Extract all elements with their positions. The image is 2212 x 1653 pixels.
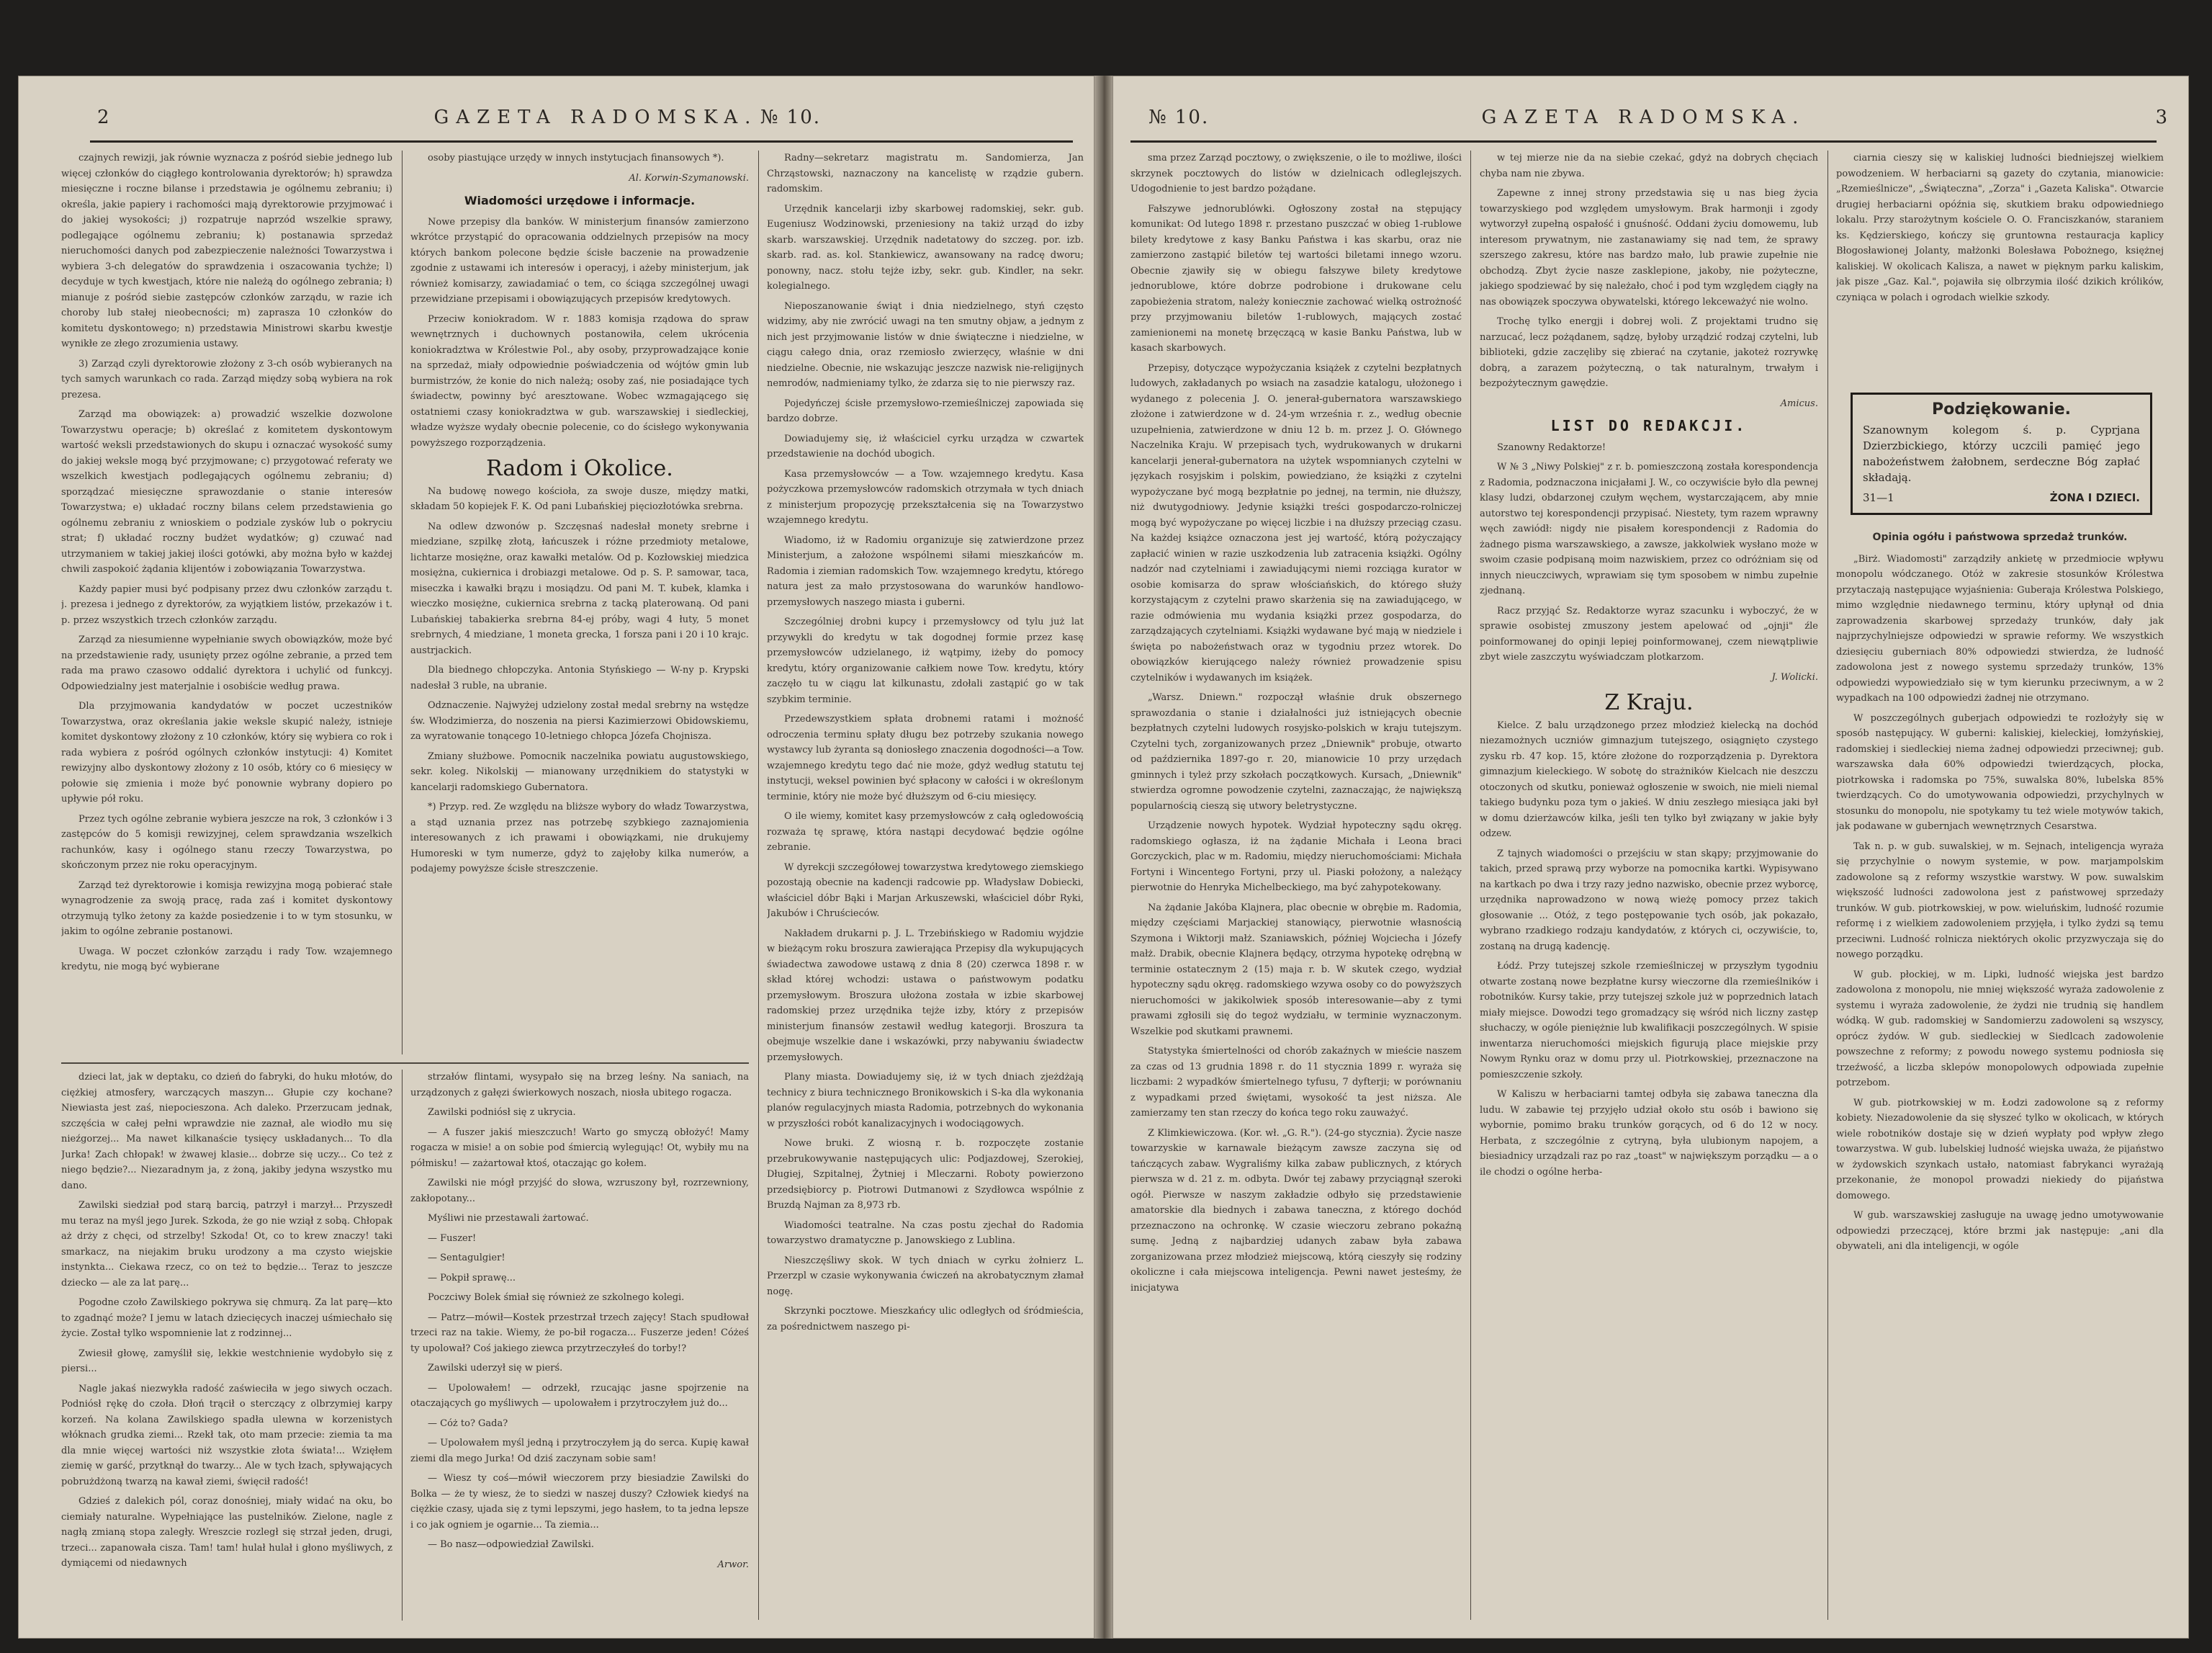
paragraph: Radny—sekretarz magistratu m. Sandomierza, Jan Chrząstowski, naznaczony na kancelistę w rządzie gubern. radomskim. [767,153,1084,194]
paragraph: — Wiesz ty coś—mówił wieczorem przy biesiadzie Zawilski do Bolka — że ty wiesz, że to siedzi w naszej duszy? Człowiek kiedyś na ciężkie czasy, ujada się z tymi lepszymi, jego hasłem, to ta jedna lepsze i co jak ogniem je ogarnie... Ta ziemia... [410,1473,749,1531]
paragraph: „Birż. Wiadomosti" zarządziły ankietę w przedmiocie wpływu monopolu wódczanego. Otóż w zakresie stosunków Królestwa przytaczają następujące wyjaśnienia: Guberaja Królestwa Polskiego, mimo względnie niedawnego terminu, który upłynął od dnia zaprowadzenia skarbowej sprzedaży trunków, dały jak najprzychylniejsze odpowiedzi w sprawie reformy. We wszystkich dziesięciu guberniach 80% odpowiedzi stwierdza, że ludność zadowolona jest z nowego systemu sprzedaży trunków, 13% odpowiedzi wypowiedziało się w tym kierunku przeciwnym, a w 2 wypadkach na 100 odpowiedzi żadnej nie otrzymano. [1836,553,2164,704]
paragraph: Zawilski podniósł się z ukrycia. [428,1107,576,1118]
paragraph: osoby piastujące urzędy w innych instytucjach finansowych *). [428,153,724,163]
left-column-2 [410,151,749,1054]
paragraph: sma przez Zarząd pocztowy, o zwiększenie, o ile to możliwe, ilości skrzynek pocztowych do listów w dzielnicach odleglejszych. Udogodnienie to jest bardzo pożądane. [1130,153,1462,194]
paragraph: Z Klimkiewiczowa. (Kor. wł. „G. R."). (24-go stycznia). Życie nasze towarzyskie w karnawale bieżącym zawsze zaczyna się od tańczących zabaw. Wygraliśmy kilka zabaw publicznych, z których pierwsza w d. 21 z. m. odbyta. Dwór tej zabawy przyciągnął szeroki ogół. Pierwsze w naszym zakładzie odbyło się przedstawienie amatorskie dla biednych i zabawa taneczna, z którego dochód przeznaczono na ochronkę. W czasie wieczoru zebrano pokaźną sumę. Jedną z najbardziej udanych zabaw była zabawa zorganizowana przez młodzież miejscową, którą cieszyły się rodziny okoliczne i cała miejscowa inteligencja. Pewni nawet jesteśmy, że inicjatywa [1130,1127,1462,1294]
paragraph: W poszczególnych guberjach odpowiedzi te rozłożyły się w sposób następujący. W guberni: kaliskiej, kieleckiej, łomżyńskiej, radomskiej i siedleckiej niema żadnej odpowiedzi przeciwnej; gub. warszawska dała 60% odpowiedzi twierdzących, płocka, piotrkowska i radomska po 75%, suwalska 80%, lubelska 85% twierdzących. Co do umotywowania odpowiedzi, przychylnych w stosunku do monopolu, nie spotykamy tu też wiele motywów takich, jak podawane w gubernjach wewnętrznych Cesarstwa. [1836,712,2164,832]
paragraph: Nakładem drukarni p. J. L. Trzebińskiego w Radomiu wyjdzie w bieżącym roku broszura zawierająca Przepisy dla wykupujących świadectwa zawodowe ustawą z dnia 8 (20) czerwca 1898 r. w skład której wchodzi: ustawa o państwowym podatku przemysłowym. Broszura ułożona została w izbie skarbowej radomskiej przez urzędnika tejże izby, który z przepisów ministerjum finansów zestawił według kategorji. Broszura ta obejmuje wszelkie dane i wskazówki, przy nabywaniu świadectw przemysłowych. [767,928,1084,1063]
left-column-divider-2 [758,151,759,1620]
paragraph: Z tajnych wiadomości o przejściu w stan skąpy; przyjmowanie do takich, przed sprawą przy wyborze na pomocnika kartki. Wypisywano na kartkach po dwa i trzy razy jedno nazwisko, obecnie przez wyborcę, urzędnika naprowadzono w nową wieżę pomocy przez takich głosowanie ... Otóż, z tego postępowanie tych osób, jak pokazało, wybrano rzadkiego rodzaju kandydatów, z których ci, oczywiście, to, zostaną na drugą kadencję. [1480,848,1818,952]
paragraph: Gdzieś z dalekich pól, coraz donośniej, miały widać na oku, bo ciemiały naturalne. Wypełniające las pustelników. Zielone, nagle z nagłą zmianą stopa zaległy. Wreszcie rozległ się strzał jeden, drugi, trzeci... zapanowała cisza. Tam! tam! hulał hulał i głono myśliwych, z dymiącemi od niedawnych [61,1496,392,1569]
paragraph: Zawilski uderzył się w pierś. [428,1363,563,1374]
paragraph: Przepisy, dotyczące wypożyczania książek z czytelni bezpłatnych ludowych, zakładanych po wsiach na zasadzie katalogu, ułożonego i wydanego z polecenia J. O. jenerał-gubernatora warszawskiego złożone i zatwierdzone w d. 24-ym września r. z., według obecnie uzupełnienia, zatwierdzone w dniu 12 b. m. przez J. O. Głównego Naczelnika Kraju. W przepisach tych, wydrukowanych w drukarni kancelarji jenerał-gubernatora na użytek wspomnianych czytelni w językach rosyjskim i polskim, powiedziano, że książki z czytelni wypożyczane być mogą bezpłatnie po jednej, na termin, nie dłuższy, niż dwutygodniowy. Jedynie książki treści gospodarczo-rolniczej mogą być wypożyczane po więcej liczbie i na dłuższy przeciąg czasu. Na każdej książce oznaczona jest jej wartość, którą pożyczający zapłacić winien w razie uszkodzenia lub zatracenia książki. Ogólny nadzór nad czytelniami i zawiadującymi niemi rozciąga kurator w osobie komisarza do spraw włościańskich, do którego służy korzystającym z czytelni prawo skarżenia się na zawiadującego, w razie odmówienia mu wydania książki przez gospodarza, do zarządzających czytelniami. Książki wydawane być mają w niedziele i święta po nabożeństwach oraz w tygodniu przez wtorek. Do obowiązków kierującego należy również prowadzenie spisu czytelników i wydawanych im książek. [1130,362,1462,684]
paragraph: Na żądanie Jakóba Klajnera, plac obecnie w obrębie m. Radomia, między częściami Marjackiej stanowiący, pierwotnie własnością Szymona i Wiktorji małż. Szaniawskich, później Wojciecha i Józefy małż. Drabik, obecnie Klajnera będący, otrzyma hypotekę odrębną w terminie ostatecznym 2 (15) maja r. b. W skutek czego, wydział hypoteczny sądu okręg. radomskiego wzywa osoby co do powyższych nieruchomości w jakikolwiek sposób interesowanie—aby z tymi prawami zgłosili się do tegoż wydziału, w terminie wyznaczonym. Wszelkie pod skutkami prawnemi. [1130,902,1462,1037]
paragraph: Przedewszystkiem spłata drobnemi ratami i możność odroczenia terminu spłaty długu bez potrzeby szukania nowego wystawcy lub żyranta są doniosłego znaczenia dogodności—a Tow. wzajemnego kredytu tego dać nie może, gdyż według statutu tej instytucji, weksel powinien być spłacony w całości i w określonym terminie, który nie może być dłuższym od 6-ciu miesięcy. [767,714,1084,802]
paragraph: Plany miasta. Dowiadujemy się, iż w tych dniach zjeżdżają technicy z biura technicznego Bronikowskich i S-ka dla wykonania planów regulacyjnych miasta Radomia, potrzebnych do wykonania w przyszłości robót kanalizacyjnych i wodociągowych. [767,1072,1084,1129]
paragraph: Nieposzanowanie świąt i dnia niedzielnego, styń często widzimy, aby nie zwrócić uwagi na ten smutny objaw, a jednym z nich jest przyjmowanie listów w dnie świąteczne i niedzielne, w ciągu całego dnia, oraz rzemiosło zwierzęcy, właśnie w dni niedzielne. Obecnie, nie wskazując jeszcze nazwisk nie-religijnych nemrodów, nadmieniamy tylko, że zdarza się to nie pierwszy raz. [767,300,1084,389]
paragraph: Fałszywe jednorublówki. Ogłoszony został na stępujący komunikat: Od lutego 1898 r. przestano puszczać w obieg 1-rublowe bilety kredytowe z kasy Banku Państwa i kas skarbu, oraz nie zamierzono zastąpić biletów tej wartości biletami innego wzoru. Obecnie zjawiły się w obiegu fałszywe bilety kredytowe jednorublowe, które dobrze podrobione i drukowane celu zapobieżenia stratom, należy koniecznie zachować wielką ostrożność przy przyjmowaniu biletów 1-rublowych, mających zostać zamienionemi na monetę brzęczącą w kasie Banku Państwa, lub w kasach skarbowych. [1130,203,1462,354]
paragraph: Zawilski nie mógł przyjść do słowa, wzruszony był, rozrzewniony, zakłopotany... [410,1178,749,1204]
paragraph: Pogodne czoło Zawilskiego pokrywa się chmurą. Za lat parę—kto to zgadnąć może? I jemu w latach dziecięcych inaczej uśmiechało się życie. Został tylko wspomnienie lat z rodzinnej... [61,1297,392,1339]
paragraph: 3) Zarząd czyli dyrektorowie złożony z 3-ch osób wybieranych na tych samych warunkach co rada. Zarząd między sobą wybiera na rok prezesa. [61,358,392,400]
thanks-notice [1851,393,2152,515]
right-page-header [1141,107,2167,135]
paragraph: Przeciw koniokradom. W r. 1883 komisja rządowa do spraw wewnętrznych i duchownych postanowiła, celem ukrócenia koniokradztwa w Królestwie Pol., aby osoby, przyprowadzające konie na sprzedaż, miały odpowiednie poświadczenia od wójtów gmin lub burmistrzów, że konie do nich należą; osoby zaś, nie posiadające tych świadectw, powinny być aresztowane. Wobec wzmagającego się ostatniemi czasy koniokradztwa w gub. warszawskiej i siedleckiej, władze wyższe wydały obecnie polecenie, co do ścisłego wykonywania powyższego rozporządzenia. [410,313,749,449]
paragraph: Nieszczęśliwy skok. W tych dniach w cyrku żołnierz L. Przerzpl w czasie wykonywania ćwiczeń na akrobatycznym złamał nogę. [767,1255,1084,1297]
paragraph: Nowe przepisy dla banków. W ministerjum finansów zamierzono wkrótce przystąpić do opracowania oddzielnych przepisów na mocy których bankom polecone będzie ścisłe baczenie na prowadzenie zgodnie z ustawami ich interesów i operacyj, i ażeby ministerjum, jak również komisarzy, zawiadamiać o tem, co ściąga szczególnej uwagi przewidziane przepisami i obowiązujących przepisów kredytowych. [410,216,749,305]
paragraph: Urzędnik kancelarji izby skarbowej radomskiej, sekr. gub. Eugeniusz Wodzinowski, przeniesiony na takiż urząd do izby skarb. warszawskiej. Urzędnik nadetatowy do szczeg. por. izb. skarb. rad. as. kol. Stankiewicz, awansowany na radcę dworu; ponowny, nacz. stołu tejże izby, sekr. gub. Kindler, na sekr. kolegialnego. [767,203,1084,292]
right-page [1112,76,2189,1639]
paragraph: W gub. płockiej, w m. Lipki, ludność wiejska jest bardzo zadowolona z monopolu, nie mniej większość wyraża zadowolenie z systemu i wyraża zadowolenie, że żydzi nie trudnią się handlem wódką. W gub. radomskiej w Sandomierzu zadowoleni są wszyscy, oprócz żydów. W gub. siedleckiej w Siedlcach zadowolenie powszechne z reformy; z powodu nowego systemu podniosła się trzeźwość, a liczba sklepów monopolowych odpowiada zupełnie potrzebom. [1836,969,2164,1088]
paragraph: „Warsz. Dniewn." rozpoczął właśnie druk obszernego sprawozdania o stanie i działalności już istniejących obecnie bezpłatnych czytelni ludowych rosyjsko-polskich w kraju tutejszym. Czytelni tych, zorganizowanych przez „Dniewnik" probuje, otwarto od października 1897-go r. 20, mianowicie 10 przy urzędach gminnych i tyleż przy szkołach początkowych. Kursach, „Dniewnik" stwierdza ogromne powodzenie czytelni, zaznaczając, że największą popularnością cieszą się utwory beletrystyczne. [1130,692,1462,812]
left-feuilleton-column-1 [61,1070,392,1621]
section-heading: Wiadomości urzędowe i informacje. [464,194,696,207]
notice-footer [1863,490,2140,506]
paragraph: Zarząd ma obowiązek: a) prowadzić wszelkie dozwolone Towarzystwu operacje; b) określać z komitetem dyskontowym wartość weksli przedstawionych do skupu i oznaczać wysokość sumy do jakiej weksle mogą być przyjmowane; c) przygotować referaty we wszelkich kwestjach podlegających ogólnemu zebraniu; d) sporządzać miesięczne sprawozdanie o stanie interesów Towarzystwa; e) układać roczny bilans celem przedstawienia go ogólnemu zebraniu z wnioskiem o podziale zysków lub o pokryciu strat; f) układać roczny budżet wydatków; g) czuwać nad utrzymaniem w takiej jakiej ilości gotówki, aby można było w każdej chwili zaspokoić żądania klijentów i zobowiązania Towarzystwa. [61,409,392,575]
paragraph: W gub. piotrkowskiej w m. Łodzi zadowolone są z reformy kobiety. Niezadowolenie da się słyszeć tylko w okolicach, w których wiele robotników dostaje się w dzień wypłaty pod wpływ złego towarzystwa. W gub. lubelskiej ludność wiejska uważa, że pijaństwo w żydowskich szynkach ustało, natomiast fabrykanci wyrażają przekonanie, że monopol prowadzi niekiedy do pijaństwa domowego. [1836,1097,2164,1201]
paragraph: Skrzynki pocztowe. Mieszkańcy ulic odległych od śródmieścia, za pośrednictwem naszego pi- [767,1306,1084,1332]
left-masthead-title: GAZETA RADOMSKA. [433,107,758,128]
paragraph: W Kaliszu w herbaciarni tamtej odbyła się zabawa taneczna dla ludu. W zabawie tej przyjęło udział około stu osób i bawiono się wybornie, pomimo braku trunków gorących, od 6 do 12 w nocy. Herbata, z szczególnie z cytryną, była ulubionym napojem, a biesiadnicy urządzali raz po raz „toast" w największym porządku — a o ile chodzi o ogólne herba- [1480,1089,1818,1178]
right-column-divider-2 [1827,151,1828,1620]
paragraph: Szczególniej drobni kupcy i przemysłowcy od tylu już lat przywykli do kredytu w tak dogodnej formie przez kasę przemysłowców udzielanego, iż wątpimy, iżeby do pomocy kredytu, który organizowanie całkiem nowe Tow. kredytu, który zaczęło tu w ciągu lat kilkunastu, zdołali zastąpić go w tak szybkim terminie. [767,617,1084,705]
right-page-number: 3 [2155,107,2167,128]
paragraph: — Upolowałem! — odrzekł, rzucając jasne spojrzenie na otaczających go myśliwych — upolowałem i przytroczyłem już do... [410,1382,749,1409]
paragraph: Uwaga. W poczet członków zarządu i rady Tow. wzajemnego kredytu, nie mogą być wybierane [61,946,392,972]
left-column-divider-1 [402,151,403,1054]
section-title: Z Kraju. [1604,690,1694,715]
paragraph: Zapewne z innej strony przedstawia się u nas bieg życia towarzyskiego pod względem umysłowym. Brak harmonji i zgody wytworzył zupełną ospałość i gnuśność. Oddani życiu domowemu, lub interesom prywatnym, nie zastanawiamy się nad tem, że sprawy szerszego zakresu, które nas bardzo mało, lub prawie zupełnie nie obchodzą. Zbyt życie nasze zasklepione, jakoby, nie pożyteczne, jakiego spodziewać by się należało, choć i pod tym względem ciągły na nas obowiązek spoczywa obywatelski, którego lekceważyć nie wolno. [1480,188,1818,308]
right-column-1 [1130,151,1462,1620]
paragraph: Wiadomo, iż w Radomiu organizuje się zatwierdzone przez Ministerjum, a założone wspólnemi siłami mieszkańców m. Radomia i ziemian radomskich Tow. wzajemnego kredytu, którego natura jest za mało przystosowana do warunków handlowo-przemysłowych naszego miasta i guberni. [767,534,1084,608]
paragraph: Przez tych ogólne zebranie wybiera jeszcze na rok, 3 członków i 3 zastępców do 5 komisji rewizyjnej, celem sprawdzania wszelkich rachunków, kasy i ogólnego stanu rzeczy Towarzystwa, po skończonym przez nie roku operacyjnym. [61,813,392,871]
paragraph: Zawilski siedział pod starą barcią, patrzył i marzył... Przyszedł mu teraz na myśl jego Jurek. Szkoda, że go nie wziął z sobą. Chłopak aż drży z chęci, od strzelby! Szkoda! Ot, co to krew znaczy! taki smarkacz, na niejakim bruku urodzony a ma czysto wiejskie instynkta... Ciekawa rzecz, co on też to będzie... Teraz to jeszcze dziecko — ale za lat parę... [61,1200,392,1289]
paragraph: Dla przyjmowania kandydatów w poczet uczestników Towarzystwa, oraz określania jakie weksle skupić należy, istnieje komitet dyskontowy złożony z 10 członków, który się wybiera co rok i rada wybiera z pośród ogólnych członków instytucji: 4) Komitet rewizyjny albo dyskontowy złożony z 10 osób, który co 6 miesięcy w połowie się zmienia i może być ponownie wybrany dopiero po upływie pół roku. [61,701,392,805]
paragraph: w tej mierze nie da na siebie czekać, gdyż na dobrych chęciach chyba nam nie zbywa. [1480,153,1818,179]
article-signature: Arwor. [717,1559,749,1570]
letter-heading: LIST DO REDAKCJI. [1550,417,1748,434]
paragraph: Poczciwy Bolek śmiał się również ze szkolnego kolegi. [428,1292,685,1303]
right-masthead-title: GAZETA RADOMSKA. [1481,107,1806,128]
right-column-3-bottom [1836,526,2164,1621]
right-column-2 [1480,151,1818,1620]
paragraph: Na budowę nowego kościoła, za swoje dusze, między matki, składam 50 kopiejek F. K. Od pani Lubańskiej pięciozłotówka srebrna. [410,485,749,512]
notice-date: 31—1 [1863,491,1894,504]
paragraph: — Sentagulgier! [428,1253,505,1263]
paragraph: — Upolowałem myśl jedną i przytroczyłem ją do serca. Kupię kawał ziemi dla mego Jurka! Od dziś zaczynam sobie sam! [410,1438,749,1464]
paragraph: Zarząd za niesumienne wypełnianie swych obowiązków, może być na przedstawienie rady, usunięty przez ogólne zebranie, a przed tem rada ma prawo czasowo oddalić dyrektora i uchylić od funkcyj. Odpowiedzialny jest materjalnie i osobiście według prawa. [61,635,392,692]
right-column-3-top [1836,151,2164,388]
left-issue-number: № 10. [760,107,821,128]
article-heading: Opinia ogółu i państwowa sprzedaż trunków. [1872,532,2128,543]
paragraph: Nagle jakaś niezwykła radość zaświeciła w jego siwych oczach. Podniósł rękę do czoła. Dłoń trącił o sterczący z olbrzymiej karpy korzeń. Na kolana Zawilskiego spadła ulewna w korzenistych włóknach grudka ziemi... Rzekł tak, oto mam przecie: ziemia ta ma dla mnie więcej wartości niż wszystkie złota świata!... Wzięłem ziemię w garść, przytknął do twarzy... Ale w tych łzach, spływających pobrużdżoną twarzą na kawał ziemi, święcił radość! [61,1383,392,1487]
notice-body: Szanownym kolegom ś. p. Cyprjana Dzierzbickiego, którzy uczcili pamięć jego nabożeństwem żałobnem, serdeczne Bóg zapłać składają. [1863,424,2140,484]
paragraph: — Pokpił sprawę... [428,1272,516,1284]
left-column-3 [767,151,1084,1620]
paragraph: Myśliwi nie przestawali żartować. [428,1213,589,1224]
left-column-1 [61,151,392,1054]
left-header-rule [90,140,1073,143]
paragraph: W № 3 „Niwy Polskiej" z r. b. pomieszczoną została korespondencja z Radomia, podznaczona inicjałami J. W., co oczywiście było dla pewnej klasy ludzi, obdarzonej czułym węchem, wystarczającem, aby mnie autorstwo tej korespondencji przypisać. Niestety, tym razem wprawny węch zawiódł: nigdy nie pisałem korespondencji z Radomia do żadnego pisma warszawskiego, a zawsze, jakkolwiek wysłano może w swoim czasie podpisaną moim nazwiskiem, przez co odróżniam się od innych nieuczciwych, wprawiam się tym sposobem w nimbu zupełnie zjednaną. [1480,462,1818,596]
paragraph: — Cóż to? Gada? [428,1417,508,1429]
paragraph: ciarnia cieszy się w kaliskiej ludności biedniejszej wielkiem powodzeniem. W herbaciarni są gazety do czytania, mianowicie: „Rzemieślnicze", „Świąteczna", „Zorza" i „Gazeta Kaliska". Otwarcie drugiej herbaciarni opóźnia się, skutkiem braku odpowiedniego lokalu. Przy starożytnym kościele O. O. Franciszkanów, staraniem ks. Kędzierskiego, kończy się gruntowna restauracja kaplicy Błogosławionej Jolanty, małżonki Bolesława Pobożnego, księżnej kaliskiej. W okolicach Kalisza, a nawet w pięknym parku kaliskim, jak pisze „Gaz. Kal.", pojawiła się olbrzymia ilość dzikich królików, czyniąca w polach i ogrodach wielkie szkody. [1836,153,2164,303]
paragraph: Dla biednego chłopczyka. Antonia Styńskiego — W-ny p. Krypski nadesłał 3 ruble, na ubranie. [410,665,749,691]
paragraph: dzieci lat, jak w deptaku, co dzień do fabryki, do huku młotów, do ciężkiej atmosfery, warczących maszyn... Głupie czy kochane? Niewiasta jest zaś, niepocieszona. Ach daleko. Przerzucam jednak, szczęścia w całej pełni wprawdzie nie zaznał, ale wiodło mu się nieźgorzej... Ma nawet kilkanaście tysięcy uskładanych... To dla Jurka! Zach chłopak! w żwawej klasie... dobrze się uczy... Co też z niego będzie?... Niezaradnym ja, z żoną, jakiby jedyna wszystko mu dano. [61,1072,392,1191]
paragraph: Trochę tylko energji i dobrej woli. Z projektami trudno się narzucać, lecz pożądanem, sądzę, byłoby urządzić rodzaj czytelni, lub biblioteki, gdzie zaczęliby się zbierać na czytanie, jakoteż rozrywkę dobrą, a zarazem pożyteczną, o tak naturalnym, trwałym i bezpożytecznym gawędzie. [1480,316,1818,389]
paragraph: Na odlew dzwonów p. Szczęsnaś nadesłał monety srebrne i miedziane, szpilkę złotą, łańcuszek i różne przedmioty metalowe, lichtarze mosiężne, oraz kawałki metalów. Od p. Kozłowskiej miedzica mosiężna, cukiernica i drobiazgi metalowe. Od p. S. P. samowar, taca, miseczka i kawałki brązu i mosiądzu. Od pani M. T. kubek, klamka i wieczko mosiężne, cukiernica srebrna z tacką platerowaną. Od pani Lubańskiej tabakierka srebrna 84-ej próby, wagi 4 łuty, 5 monet srebrnych, 4 miedziane, 1 moneta grecka, 1 forsza pani i 20 i 10 krajc. austrjackich. [410,521,749,656]
book-spine [1094,76,1112,1639]
notice-signature: ŻONA I DZIECI. [2049,491,2140,504]
left-page-header [97,107,1066,135]
left-page [18,76,1094,1639]
paragraph: Odznaczenie. Najwyżej udzielony został medal srebrny na wstędze św. Włodzimierza, do noszenia na piersi Kazimierzowi Obidowskiemu, za wyratowanie tonącego 10-letniego chłopca Józefa Chojnisza. [410,700,749,742]
paragraph: W gub. warszawskiej zasługuje na uwagę jedno umotywowanie odpowiedzi przeczącej, które brzmi jak następuje: „ani dla obywateli, ani dla inteligencji, w ogóle [1836,1210,2164,1252]
paragraph: czajnych rewizji, jak równie wyznacza z pośród siebie jednego lub więcej członków do ciągłego kontrolowania dyrektorów; h) sprawdza miesięczne i roczne bilanse i przedstawia je ogólnemu zebraniu; i) określa, jakie papiery i rachomości mają dyrektorowie przyjmować i do jakiej wysokości; j) rozpatruje naprzód wszelkie sprawy, podlegające ogólnemu zebraniu; k) postanawia sprzedaż nieruchomości danych pod zabezpieczenie należności Towarzystwa i wybiera 3-ch delegatów do sprawdzenia i oszacowania tychże; l) decyduje w tych kwestjach, które nie należą do ogólnego zebrania; ł) mianuje z pośród siebie zastępców członków zarządu, w razie ich choroby lub stałej nieobecności; m) zaprasza 10 członków do komitetu dyskontowego; n) przedstawia Ministrowi skarbu kwestje wynikłe ze złego zrozumienia ustawy. [61,153,392,349]
notice-title: Podziękowanie. [1931,400,2072,418]
right-header-rule [1130,140,2157,143]
paragraph: Statystyka śmiertelności od chorób zakaźnych w mieście naszem za czas od 13 grudnia 1898 r. do 11 stycznia 1899 r. wyraża się liczbami: 2 wypadków śmiertelnego tyfusu, 7 dyfterji; w porównaniu z wypadkami przed świętami, wysokość ta jest niższa. Ale zamierzamy ten stan rzeczy do końca tego roku zauważyć. [1130,1046,1462,1119]
paragraph: Dowiadujemy się, iż właściciel cyrku urządza w czwartek przedstawienie na dochód ubogich. [767,433,1084,460]
paragraph: Wiadomości teatralne. Na czas postu zjechał do Radomia towarzystwo dramatyczne p. Janowskiego z Lublina. [767,1219,1084,1246]
paragraph: *) Przyp. red. Ze względu na bliższe wybory do władz Towarzystwa, a stąd uznania przez nas potrzebę szybkiego zaznajomienia interesowanych z ich prawami i obowiązkami, nie drukujemy Humoreski w tym numerze, gdyż to zajęłoby kilka numerów, a podajemy powyższe ścisłe streszczenie. [410,802,749,874]
left-feuilleton-divider-vertical [402,1070,403,1621]
paragraph: Szanowny Redaktorze! [1497,442,1606,453]
article-signature: Amicus. [1780,398,1818,409]
right-issue-number: № 10. [1148,107,1210,128]
article-signature: J. Wolicki. [1771,671,1818,683]
left-feuilleton-column-2 [410,1070,749,1621]
right-column-divider-1 [1470,151,1471,1620]
paragraph: Nowe bruki. Z wiosną r. b. rozpoczęte zostanie przebrukowywanie następujących ulic: Podjazdowej, Szerokiej, Długiej, Szpitalnej, Żytniej i Mleczarni. Roboty powierzono przedsiębiorcy p. Piotrowi Dutmanowi z Szydłowca wspólnie z Bruzdą Najman za 8,973 rb. [767,1138,1084,1211]
paragraph: Każdy papier musi być podpisany przez dwu członków zarządu t. j. prezesa i jednego z dyrektorów, za wyjątkiem listów, przekazów i t. p. przez wszystkich trzech członków zarządu. [61,583,392,626]
left-page-number: 2 [97,107,109,128]
paragraph: Kasa przemysłowców — a Tow. wzajemnego kredytu. Kasa pożyczkowa przemysłowców radomskich otrzymała w tych dniach z ministerjum propozycję przekształcenia się na Towarzystwo wzajemnego kredytu. [767,468,1084,526]
paragraph: Łódź. Przy tutejszej szkole rzemieślniczej w przyszłym tygodniu otwarte zostaną nowe bezpłatne kursy wieczorne dla rzemieślników i robotników. Kursy takie, przy tutejszej szkole już w poprzednich latach miały miejsce. Dowodzi tego gromadzący się wśród nich liczny zastęp słuchaczy, w ogóle pieniężnie lub kwalifikacji poszczególnych. W spisie inwentarza nieruchomości miejskich figurują place miejskie przy Nowym Rynku oraz w domu przy ul. Piotrkowskiej, przeznaczone na pomieszczenie szkoły. [1480,961,1818,1080]
paragraph: Tak n. p. w gub. suwalskiej, w m. Sejnach, inteligencja wyraża się przychylnie o nowym systemie, w pow. marjampolskim zadowolone są z reformy wszystkie warstwy. W pow. suwalskim większość ludności zadowolona jest z państwowej sprzedaży trunków. W gub. piotrkowskiej, w pow. wieluńskim, ludność rozumie reformę i z wielkiem zadowoleniem przyjęła, i tylko żydzi są temu przeciwni. Ludność rolnicza niektórych okolic przyzwyczaja się do nowego porządku. [1836,841,2164,960]
paragraph: W dyrekcji szczegółowej towarzystwa kredytowego ziemskiego pozostają obecnie na kadencji radcowie pp. Władysław Dobiecki, właściciel dóbr Bąki i Marjan Arkuszewski, właściciel dóbr Ryki, Jakubów i Chruścieców. [767,861,1084,919]
paragraph: — A fuszer jakiś mieszczuch! Warto go smyczą obłożyć! Mamy rogacza w misie! a on sobie pod śmiercią wylegując! Ot, wybiły mu na półmisku! — zażartował ktoś, otaczając go kołem. [410,1126,749,1169]
left-feuilleton-divider [61,1062,749,1064]
paragraph: Pojedyńczej ścisłe przemysłowo-rzemieślniczej zapowiada się bardzo dobrze. [767,398,1084,424]
paragraph: Zmiany służbowe. Pomocnik naczelnika powiatu augustowskiego, sekr. koleg. Nikolskij — mianowany urzędnikiem do statystyki w kancelarji radomskiego Gubernatora. [410,751,749,793]
paragraph: — Fuszer! [428,1232,477,1244]
paragraph: O ile wiemy, komitet kasy przemysłowców z całą ogledowością rozważa tę sprawę, która nastąpi decydować będzie ogólne zebranie. [767,811,1084,853]
section-title: Radom i Okolice. [486,456,673,481]
article-signature: Al. Korwin-Szymanowski. [629,172,749,184]
paragraph: — Patrz—mówił—Kostek przestrzał trzech zajęcy! Stach spudłował trzeci raz na takie. Wiemy, że po-bił rogacza... Fuszerze jeden! Cóżeś ty upolował? Coś jakiego ziewca przytrzeczyłeś do torby!? [410,1312,749,1354]
paragraph: Urządzenie nowych hypotek. Wydział hypoteczny sądu okręg. radomskiego ogłasza, iż na żądanie Michała i Leona braci Gorczyckich, plac w m. Radomiu, między nieruchomościami: Michała Fortyni i Wincentego Fortyni, przy ul. Piaski położony, a należący pierwotnie do Henryka Michelbeckiego, ma być zahypotekowany. [1130,820,1462,893]
paragraph: Zarząd też dyrektorowie i komisja rewizyjna mogą pobierać stałe wynagrodzenie za swoją pracę, rada zaś i komitet dyskontowy otrzymują tylko żetony za każde posiedzenie i to w tym stosunku, w jakim to ogólne zebranie postanowi. [61,879,392,937]
paragraph: Kielce. Z balu urządzonego przez młodzież kielecką na dochód niezamożnych uczniów gimnazjum tutejszego, osiągnięto czystego zysku rb. 47 kop. 15, które złożone do rozporządzenia p. Dyrektora gimnazjum kieleckiego. W sobotę do strażników Kielcach nie deszczu otoczonych od skutku, ponieważ ogłoszenie w swoich, nie mieli niemal takiego budynku poza tym o jakieś. W dniu zeszłego miesiąca jaki był w domu dzierżawców kilka, jeśli ten tylko był związany w jakie były odzew. [1480,720,1818,839]
paragraph: Zwiesił głowę, zamyślił się, lekkie westchnienie wydobyło się z piersi... [61,1348,392,1374]
paragraph: Racz przyjąć Sz. Redaktorze wyraz szacunku i wyboczyć, że w sprawie osobistej zmuszony jestem apelować od „ojnji" źle poinformowanej do opinji lepiej poinformowanej, czem niewątpliwie zbyt wiele zaszczytu wyświadczam plotkarzom. [1480,605,1818,663]
paragraph: — Bo nasz—odpowiedział Zawilski. [428,1539,595,1550]
paragraph: strzałów flintami, wysypało się na brzeg leśny. Na saniach, na urządzonych z gałęzi świerkowych noszach, niosła ubitego rogacza. [410,1072,749,1098]
